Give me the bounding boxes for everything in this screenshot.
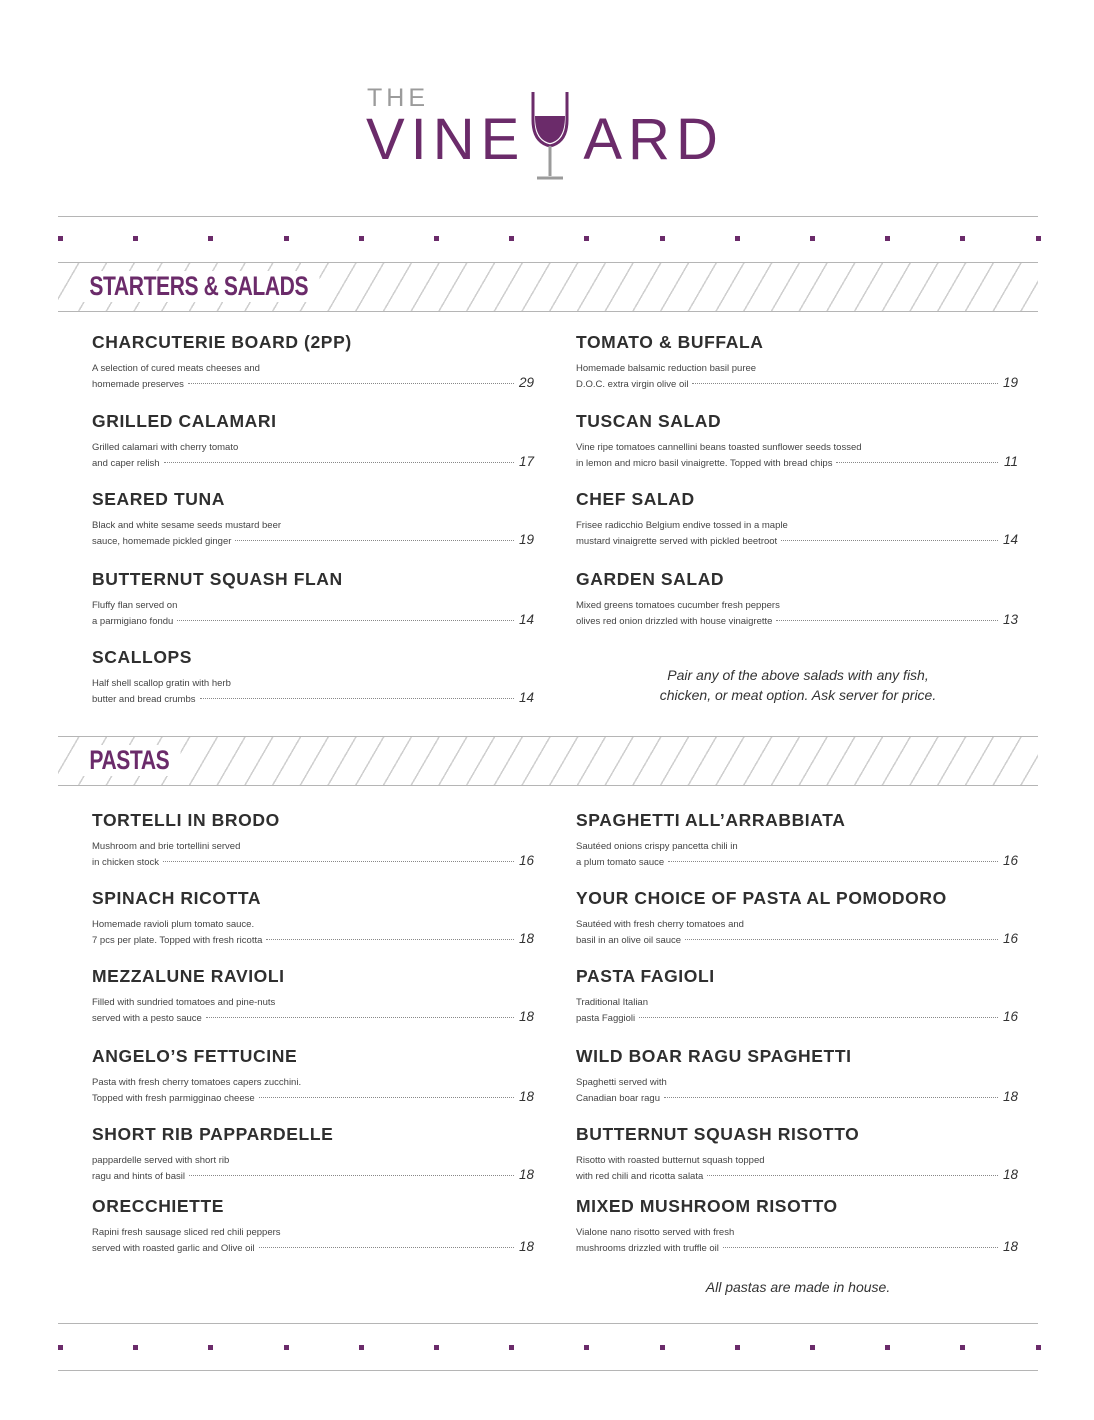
divider-rule [58, 1323, 1038, 1324]
note-line: chicken, or meat option. Ask server for price. [659, 687, 937, 703]
menu-item [576, 888, 1018, 948]
item-desc-line: Sautéed onions crispy pancetta chili in [576, 841, 738, 852]
item-name: BUTTERNUT SQUASH FLAN [92, 569, 343, 589]
dot-leader [200, 698, 514, 699]
menu-item [576, 1124, 1018, 1184]
item-name: ORECCHIETTE [92, 1196, 225, 1216]
item-price: 19 [1002, 375, 1018, 390]
item-desc-line: Homemade ravioli plum tomato sauce. [92, 919, 255, 930]
dot-leader [259, 1247, 514, 1248]
item-price: 18 [518, 1009, 534, 1024]
item-desc-line: Filled with sundried tomatoes and pine-nuts [92, 997, 276, 1008]
item-description [576, 918, 1018, 948]
item-name: SPAGHETTI ALL’ARRABBIATA [576, 810, 846, 830]
item-desc-line: Spaghetti served with [576, 1077, 667, 1088]
dot-leader [164, 462, 514, 463]
menu-item [92, 569, 534, 629]
item-name: YOUR CHOICE OF PASTA AL POMODORO [576, 888, 947, 908]
dot-leader [235, 540, 514, 541]
menu-item [576, 1046, 1018, 1106]
item-desc-line: Black and white sesame seeds mustard beer [92, 520, 282, 531]
item-desc-line: mushrooms drizzled with truffle oil [576, 1243, 719, 1254]
item-price: 16 [1002, 931, 1018, 946]
dot-ornament [509, 236, 514, 241]
item-name: GARDEN SALAD [576, 569, 725, 589]
item-description [92, 996, 534, 1026]
menu-item [92, 411, 534, 471]
logo [0, 76, 1094, 186]
logo-the: THE [367, 84, 429, 112]
dot-leader [259, 1097, 514, 1098]
logo-word-right: ARD [583, 107, 724, 172]
dot-ornament [58, 1345, 63, 1350]
dot-ornament [1036, 236, 1041, 241]
item-description [576, 519, 1018, 549]
item-name: SEARED TUNA [92, 489, 225, 509]
item-desc-line: pasta Faggioli [576, 1013, 636, 1024]
menu-item [92, 489, 534, 549]
section-title-starters: STARTERS & SALADS [80, 271, 319, 302]
item-desc-line: Sautéed with fresh cherry tomatoes and [576, 919, 744, 930]
item-description [92, 1076, 534, 1106]
dot-ornament [735, 1345, 740, 1350]
dot-divider [58, 1345, 1038, 1351]
item-desc-line: Grilled calamari with cherry tomato [92, 442, 239, 453]
item-desc-line: served with roasted garlic and Olive oil [92, 1243, 255, 1254]
dot-leader [836, 462, 998, 463]
item-desc-line: Risotto with roasted butternut squash topped [576, 1155, 765, 1166]
item-desc-line: butter and bread crumbs [92, 694, 196, 705]
dot-leader [189, 1175, 514, 1176]
item-name: ANGELO’S FETTUCINE [92, 1046, 298, 1066]
dot-ornament [359, 1345, 364, 1350]
dot-leader [266, 939, 514, 940]
dot-ornament [58, 236, 63, 241]
item-desc-line: Vine ripe tomatoes cannellini beans toasted sunflower seeds tossed [576, 442, 862, 453]
item-desc-line: Half shell scallop gratin with herb [92, 678, 231, 689]
dot-ornament [284, 1345, 289, 1350]
item-price: 18 [518, 1167, 534, 1182]
item-desc-line: Traditional Italian [576, 997, 648, 1008]
dot-leader [664, 1097, 998, 1098]
item-desc-line: with red chili and ricotta salata [576, 1171, 704, 1182]
item-description [92, 918, 534, 948]
menu-item [92, 810, 534, 870]
dot-ornament [960, 1345, 965, 1350]
dot-ornament [133, 236, 138, 241]
item-desc-line: basil in an olive oil sauce [576, 935, 682, 946]
item-price: 14 [518, 612, 534, 627]
dot-ornament [660, 236, 665, 241]
menu-item [92, 647, 534, 707]
logo-word-left: VINE [366, 107, 526, 172]
divider-rule [58, 216, 1038, 217]
salad-pairing-note [598, 665, 998, 705]
menu-item [92, 888, 534, 948]
dot-leader [707, 1175, 998, 1176]
item-description [92, 362, 534, 392]
menu-item [92, 332, 534, 392]
dot-ornament [208, 1345, 213, 1350]
item-name: WILD BOAR RAGU SPAGHETTI [576, 1046, 852, 1066]
item-price: 19 [518, 532, 534, 547]
item-description [576, 599, 1018, 629]
dot-leader [692, 383, 998, 384]
dot-ornament [434, 1345, 439, 1350]
item-desc-line: ragu and hints of basil [92, 1171, 185, 1182]
menu-item [576, 489, 1018, 549]
item-desc-line: Rapini fresh sausage sliced red chili peppers [92, 1227, 281, 1238]
item-desc-line: sauce, homemade pickled ginger [92, 536, 232, 547]
item-price: 29 [518, 375, 534, 390]
item-desc-line: served with a pesto sauce [92, 1013, 202, 1024]
dot-ornament [660, 1345, 665, 1350]
dot-ornament [735, 236, 740, 241]
wine-glass-icon [527, 90, 573, 182]
dot-leader [188, 383, 514, 384]
item-desc-line: a plum tomato sauce [576, 857, 665, 868]
item-description [576, 1154, 1018, 1184]
dot-ornament [584, 236, 589, 241]
item-desc-line: 7 pcs per plate. Topped with fresh ricotta [92, 935, 263, 946]
item-price: 16 [518, 853, 534, 868]
item-desc-line: Homemade balsamic reduction basil puree [576, 363, 757, 374]
dot-ornament [584, 1345, 589, 1350]
item-price: 16 [1002, 1009, 1018, 1024]
item-description [576, 1226, 1018, 1256]
item-name: SCALLOPS [92, 647, 193, 667]
menu-item [576, 569, 1018, 629]
item-price: 18 [1002, 1167, 1018, 1182]
item-desc-line: Fluffy flan served on [92, 600, 178, 611]
item-price: 18 [1002, 1239, 1018, 1254]
menu-item [576, 966, 1018, 1026]
item-price: 14 [518, 690, 534, 705]
item-description [92, 840, 534, 870]
dot-ornament [810, 236, 815, 241]
menu-item [92, 1124, 534, 1184]
item-name: TORTELLI IN BRODO [92, 810, 280, 830]
item-desc-line: pappardelle served with short rib [92, 1155, 230, 1166]
dot-ornament [509, 1345, 514, 1350]
item-desc-line: A selection of cured meats cheeses and [92, 363, 260, 374]
item-price: 18 [518, 1239, 534, 1254]
dot-leader [163, 861, 514, 862]
item-name: CHEF SALAD [576, 489, 695, 509]
item-price: 13 [1002, 612, 1018, 627]
dot-leader [723, 1247, 998, 1248]
section-title-pastas: PASTAS [80, 745, 180, 776]
item-name: BUTTERNUT SQUASH RISOTTO [576, 1124, 860, 1144]
dot-ornament [359, 236, 364, 241]
item-description [576, 441, 1018, 471]
item-desc-line: Topped with fresh parmigginao cheese [92, 1093, 255, 1104]
item-price: 18 [1002, 1089, 1018, 1104]
item-name: TOMATO & BUFFALA [576, 332, 764, 352]
item-name: MIXED MUSHROOM RISOTTO [576, 1196, 838, 1216]
menu-item [576, 810, 1018, 870]
item-desc-line: Frisee radicchio Belgium endive tossed in a maple [576, 520, 788, 531]
menu-item [576, 332, 1018, 392]
dot-ornament [208, 236, 213, 241]
menu-item [92, 1046, 534, 1106]
item-name: SHORT RIB PAPPARDELLE [92, 1124, 334, 1144]
item-price: 17 [518, 454, 534, 469]
item-desc-line: Mushroom and brie tortellini served [92, 841, 241, 852]
item-description [576, 362, 1018, 392]
item-name: TUSCAN SALAD [576, 411, 722, 431]
menu-item [576, 411, 1018, 471]
item-desc-line: olives red onion drizzled with house vinaigrette [576, 616, 773, 627]
item-desc-line: a parmigiano fondu [92, 616, 174, 627]
dot-leader [685, 939, 998, 940]
menu-item [576, 1196, 1018, 1256]
dot-ornament [810, 1345, 815, 1350]
item-desc-line: in lemon and micro basil vinaigrette. Topped with bread chips [576, 458, 833, 469]
item-desc-line: Canadian boar ragu [576, 1093, 660, 1104]
item-description [92, 677, 534, 707]
dot-divider [58, 236, 1038, 242]
item-desc-line: homemade preserves [92, 379, 184, 390]
dot-leader [177, 620, 514, 621]
item-price: 11 [1003, 454, 1018, 469]
item-name: SPINACH RICOTTA [92, 888, 262, 908]
item-desc-line: and caper relish [92, 458, 160, 469]
dot-leader [639, 1017, 998, 1018]
item-name: CHARCUTERIE BOARD (2PP) [92, 332, 352, 352]
dot-leader [206, 1017, 514, 1018]
note-line: Pair any of the above salads with any fish, [667, 667, 929, 683]
dot-ornament [1036, 1345, 1041, 1350]
dot-ornament [434, 236, 439, 241]
item-desc-line: Vialone nano risotto served with fresh [576, 1227, 735, 1238]
menu-item [92, 1196, 534, 1256]
item-price: 14 [1002, 532, 1018, 547]
item-description [576, 1076, 1018, 1106]
item-name: GRILLED CALAMARI [92, 411, 277, 431]
item-name: MEZZALUNE RAVIOLI [92, 966, 285, 986]
item-description [92, 441, 534, 471]
item-price: 16 [1002, 853, 1018, 868]
item-name: PASTA FAGIOLI [576, 966, 715, 986]
item-price: 18 [518, 931, 534, 946]
item-desc-line: mustard vinaigrette served with pickled beetroot [576, 536, 778, 547]
item-description [576, 840, 1018, 870]
dot-ornament [885, 236, 890, 241]
dot-leader [668, 861, 998, 862]
item-desc-line: Pasta with fresh cherry tomatoes capers zucchini. [92, 1077, 302, 1088]
item-description [92, 1154, 534, 1184]
item-desc-line: D.O.C. extra virgin olive oil [576, 379, 689, 390]
divider-rule [58, 1370, 1038, 1371]
dot-ornament [960, 236, 965, 241]
dot-leader [776, 620, 998, 621]
item-price: 18 [518, 1089, 534, 1104]
dot-ornament [885, 1345, 890, 1350]
menu-item [92, 966, 534, 1026]
item-desc-line: Mixed greens tomatoes cucumber fresh peppers [576, 600, 780, 611]
item-description [92, 1226, 534, 1256]
dot-leader [781, 540, 998, 541]
dot-ornament [284, 236, 289, 241]
item-description [92, 519, 534, 549]
dot-ornament [133, 1345, 138, 1350]
section-header-starters [58, 262, 1038, 312]
item-description [576, 996, 1018, 1026]
item-desc-line: in chicken stock [92, 857, 160, 868]
section-header-pastas [58, 736, 1038, 786]
item-description [92, 599, 534, 629]
pasta-note: All pastas are made in house. [705, 1279, 891, 1295]
